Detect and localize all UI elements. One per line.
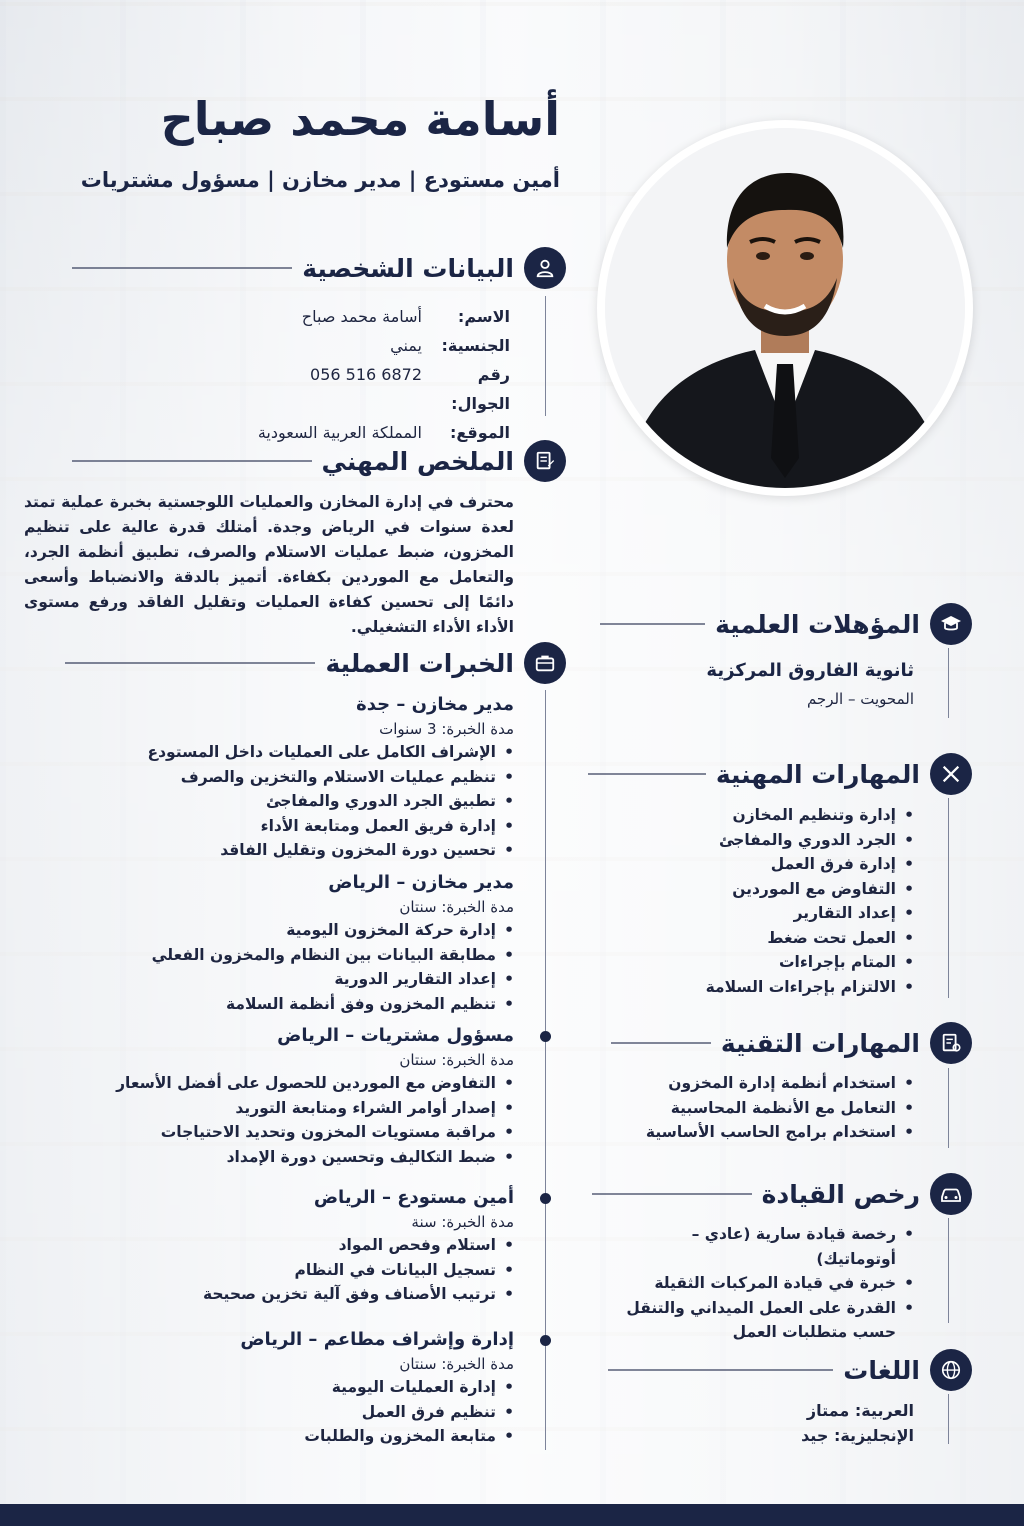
list-item: • تنظيم فرق العمل [44, 1400, 514, 1425]
list-item: • إدارة فرق العمل [614, 852, 914, 877]
info-label: رقم الجوال: [451, 365, 510, 413]
section-personal [72, 247, 566, 289]
info-row-name [210, 302, 510, 331]
section-divider [72, 267, 292, 269]
list-item: • التعامل مع الأنظمة المحاسبية [614, 1096, 914, 1121]
timeline-line [948, 1218, 949, 1323]
list-item: • ضبط التكاليف وتحسين دورة الإمداد [44, 1145, 514, 1170]
list-item: • إدارة وتنظيم المخازن [614, 803, 914, 828]
timeline-line [948, 798, 949, 998]
summary-text: محترف في إدارة المخازن والعمليات اللوجستية بخبرة عملية تمتد لعدة سنوات في الرياض وجدة. أمتلك قدرة عالية على تنظيم المخزون، ضبط عمليات الاستلام والصرف، تطبيق أنظمة الجرد، والتعامل مع الموردين بكفاءة. أتميز بالدقة والانضباط وأسعى دائمًا إلى تحسين كفاءة العمليات وتقليل الفاقد ورفع مستوى الأداء الأداء التشغيلي. [24, 493, 514, 636]
document-edit-icon [524, 440, 566, 482]
section-summary [72, 440, 566, 482]
list-item: • تنظيم عمليات الاستلام والتخزين والصرف [44, 765, 514, 790]
qualification-block [614, 656, 914, 712]
info-value: 056 516 6872 [310, 365, 422, 384]
section-title-tech: المهارات التقنية [720, 1028, 920, 1058]
timeline-dot [540, 1335, 551, 1346]
list-item: • إدارة حركة المخزون اليومية [44, 918, 514, 943]
graduation-cap-icon [930, 603, 972, 645]
timeline-line [545, 296, 546, 416]
section-languages [608, 1349, 972, 1391]
job-title: مدير مخازن – الرياض [328, 872, 514, 893]
section-divider [600, 623, 705, 625]
list-item: • الالتزام بإجراءات السلامة [614, 975, 914, 1000]
school-name: ثانوية الفاروق المركزية [706, 660, 914, 681]
info-label: الموقع: [449, 423, 510, 442]
experience-item [44, 1185, 514, 1307]
language-item: العربية: ممتاز [806, 1401, 914, 1420]
info-label: الاسم: [457, 307, 510, 326]
section-qualifications [600, 603, 972, 645]
languages-list [614, 1398, 914, 1448]
list-item: • العمل تحت ضغط [614, 926, 914, 951]
list-item: • تسجيل البيانات في النظام [44, 1258, 514, 1283]
list-item: • استخدام أنظمة إدارة المخزون [614, 1071, 914, 1096]
section-skills [588, 753, 972, 795]
list-item: • إدارة العمليات اليومية [44, 1375, 514, 1400]
timeline-line [948, 1394, 949, 1444]
experience-item [44, 1327, 514, 1449]
list-item: • خبرة في قيادة المركبات الثقيلة [614, 1271, 914, 1296]
list-item: • الجرد الدوري والمفاجئ [614, 828, 914, 853]
license-list [614, 1222, 914, 1345]
avatar [605, 128, 965, 488]
tools-icon [930, 753, 972, 795]
job-duration: مدة الخبرة: 3 سنوات [379, 720, 514, 738]
info-value: أسامة محمد صباح [301, 307, 422, 326]
personal-info [210, 302, 510, 447]
portrait-illustration [605, 128, 965, 488]
list-item: • التفاوض مع الموردين للحصول على أفضل الأسعار [44, 1071, 514, 1096]
list-item: • مطابقة البيانات بين النظام والمخزون الفعلي [44, 943, 514, 968]
section-experience [65, 642, 566, 684]
list-item: • تنظيم المخزون وفق أنظمة السلامة [44, 992, 514, 1017]
list-item: • القدرة على العمل الميداني والتنقل حسب متطلبات العمل [614, 1296, 914, 1345]
tech-list [614, 1071, 914, 1145]
list-item: • المتام بإجراءات [614, 950, 914, 975]
list-item: • مراقبة مستويات المخزون وتحديد الاحتياجات [44, 1120, 514, 1145]
list-item: • ترتيب الأصناف وفق آلية تخزين صحيحة [44, 1282, 514, 1307]
section-title-qualifications: المؤهلات العلمية [715, 609, 920, 639]
list-item: • إعداد التقارير [614, 901, 914, 926]
timeline-line [948, 1068, 949, 1148]
job-title: أمين مستودع – الرياض [313, 1187, 514, 1208]
section-title-languages: اللغات [843, 1355, 920, 1385]
timeline-dot [540, 1031, 551, 1042]
section-divider [65, 662, 315, 664]
user-icon [524, 247, 566, 289]
timeline-line [948, 648, 949, 718]
list-item: • تحسين دورة المخزون وتقليل الفاقد [44, 838, 514, 863]
section-title-license: رخص القيادة [761, 1179, 920, 1209]
job-duration: مدة الخبرة: سنة [411, 1213, 514, 1231]
section-title-personal: البيانات الشخصية [302, 253, 514, 283]
job-title: مدير مخازن – جدة [356, 694, 514, 715]
experience-item [44, 692, 514, 863]
settings-document-icon [930, 1022, 972, 1064]
candidate-name: أسامة محمد صباح [160, 92, 560, 146]
section-divider [608, 1369, 833, 1371]
info-row-phone [210, 360, 510, 418]
experience-item [44, 1023, 514, 1169]
section-title-summary: الملخص المهني [321, 446, 514, 476]
info-value: المملكة العربية السعودية [257, 423, 422, 442]
list-item: • استلام وفحص المواد [44, 1233, 514, 1258]
section-license [592, 1173, 972, 1215]
section-divider [592, 1193, 752, 1195]
language-item: الإنجليزية: جيد [801, 1426, 914, 1445]
list-item: • استخدام برامج الحاسب الأساسية [614, 1120, 914, 1145]
experience-item [44, 870, 514, 1016]
job-duration: مدة الخبرة: سنتان [399, 898, 514, 916]
section-title-skills: المهارات المهنية [715, 759, 920, 789]
list-item: • رخصة قيادة سارية (عادي – أوتوماتيك) [614, 1222, 914, 1271]
candidate-title: أمين مستودع | مدير مخازن | مسؤول مشتريات [80, 168, 560, 192]
footer-bar [0, 1504, 1024, 1526]
section-divider [588, 773, 706, 775]
list-item: • إصدار أوامر الشراء ومتابعة التوريد [44, 1096, 514, 1121]
briefcase-icon [524, 642, 566, 684]
globe-icon [930, 1349, 972, 1391]
list-item: • إدارة فريق العمل ومتابعة الأداء [44, 814, 514, 839]
info-label: الجنسية: [441, 336, 510, 355]
school-location: المحويت – الرجم [806, 690, 914, 708]
list-item: • إعداد التقارير الدورية [44, 967, 514, 992]
list-item: • الإشراف الكامل على العمليات داخل المستودع [44, 740, 514, 765]
job-title: إدارة وإشراف مطاعم – الرياض [240, 1329, 514, 1350]
info-row-nationality [210, 331, 510, 360]
job-duration: مدة الخبرة: سنتان [399, 1355, 514, 1373]
list-item: • التفاوض مع الموردين [614, 877, 914, 902]
list-item: • متابعة المخزون والطلبات [44, 1424, 514, 1449]
timeline-dot [540, 1193, 551, 1204]
info-value: يمني [390, 336, 422, 355]
profile-photo [597, 120, 973, 496]
list-item: • تطبيق الجرد الدوري والمفاجئ [44, 789, 514, 814]
skills-list [614, 803, 914, 999]
job-title: مسؤول مشتريات – الرياض [277, 1025, 514, 1046]
section-title-experience: الخبرات العملية [325, 648, 514, 678]
job-duration: مدة الخبرة: سنتان [399, 1051, 514, 1069]
car-icon [930, 1173, 972, 1215]
section-tech [611, 1022, 972, 1064]
section-divider [611, 1042, 711, 1044]
section-divider [72, 460, 312, 462]
